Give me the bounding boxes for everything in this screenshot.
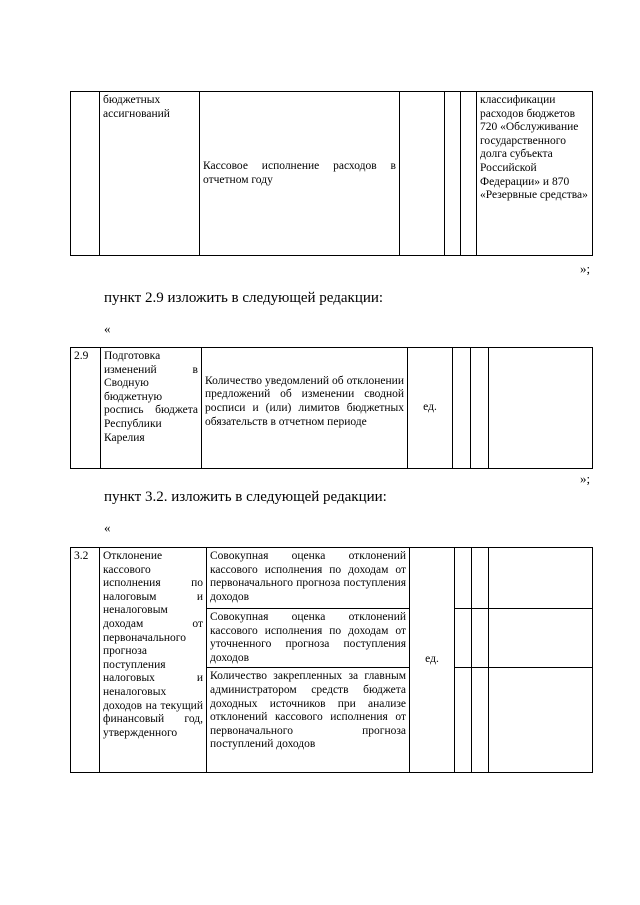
table-item-2-9 [70, 347, 593, 469]
amendment-paragraph-3-2: пункт 3.2. изложить в следующей редакции: [104, 489, 387, 505]
value-cell-b [471, 348, 489, 469]
row-number-cell [71, 92, 100, 256]
closing-quote-1: »; [580, 261, 591, 276]
table-item-3-2 [70, 547, 593, 773]
indicator-description-text-2: Совокупная оценка отклонений кассового исполнения по доходам от уточненного прогноза поступления доходов [210, 611, 406, 664]
indicator-description-cell-1 [207, 548, 410, 609]
value-cell-a-2 [455, 609, 472, 668]
indicator-description-text: Количество уведомлений об отклонении предложений об изменении сводной росписи и (или) лимитов бюджетных обязательств в отчетном периоде [205, 374, 404, 428]
value-cell-a [453, 348, 471, 469]
indicator-name-cell [100, 92, 200, 256]
unit-cell [408, 348, 453, 469]
indicator-description-cell [200, 92, 400, 256]
row-number: 2.9 [74, 350, 89, 362]
note-text: классификации расходов бюджетов 720 «Обслуживание государственного долга субъекта Российской Федерации» и 870 «Резервные средства» [480, 94, 588, 202]
note-cell-3 [489, 668, 593, 773]
indicator-description-cell-2 [207, 609, 410, 668]
note-cell [489, 348, 593, 469]
opening-quote-1: « [104, 321, 111, 336]
unit-text: ед. [423, 401, 437, 414]
value-cell-a [445, 92, 461, 256]
indicator-name-cell [101, 348, 202, 469]
indicator-name-cell [100, 548, 207, 773]
note-cell-1 [489, 548, 593, 609]
indicator-name-text: Подготовка изменений в Сводную бюджетную роспись бюджета Республики Карелия [104, 350, 198, 444]
note-cell-2 [489, 609, 593, 668]
indicator-description-cell [202, 348, 408, 469]
opening-quote-2: « [104, 520, 111, 535]
indicator-name-text: бюджетных ассигнований [103, 94, 170, 120]
indicator-name-text: Отклонение кассового исполнения по налоговым и неналоговым доходам от первоначального прогноза поступления налоговых и неналоговых доходов на текущий финансовый год, утвержденного [103, 550, 203, 739]
table-fragment-1 [70, 91, 593, 256]
indicator-description-text: Кассовое исполнение расходов в отчетном году [203, 160, 396, 186]
value-cell-a-3 [455, 668, 472, 773]
value-cell-b [461, 92, 477, 256]
unit-text: ед. [425, 653, 439, 666]
row-number-cell [71, 348, 101, 469]
value-cell-a-1 [455, 548, 472, 609]
unit-cell [410, 548, 455, 773]
unit-cell [400, 92, 445, 256]
note-cell [477, 92, 593, 256]
value-cell-b-3 [472, 668, 489, 773]
value-cell-b-2 [472, 609, 489, 668]
indicator-description-text-3: Количество закрепленных за главным администратором средств бюджета доходных источников при анализе отклонений кассового исполнения от первоначального прогноза поступлений доходов [210, 670, 406, 751]
value-cell-b-1 [472, 548, 489, 609]
indicator-description-text-1: Совокупная оценка отклонений кассового исполнения по доходам от первоначального прогноза поступления доходов [210, 550, 406, 603]
indicator-description-cell-3 [207, 668, 410, 773]
row-number: 3.2 [74, 550, 89, 562]
amendment-paragraph-2-9: пункт 2.9 изложить в следующей редакции: [104, 290, 384, 306]
row-number-cell [71, 548, 100, 773]
closing-quote-2: »; [580, 471, 591, 486]
